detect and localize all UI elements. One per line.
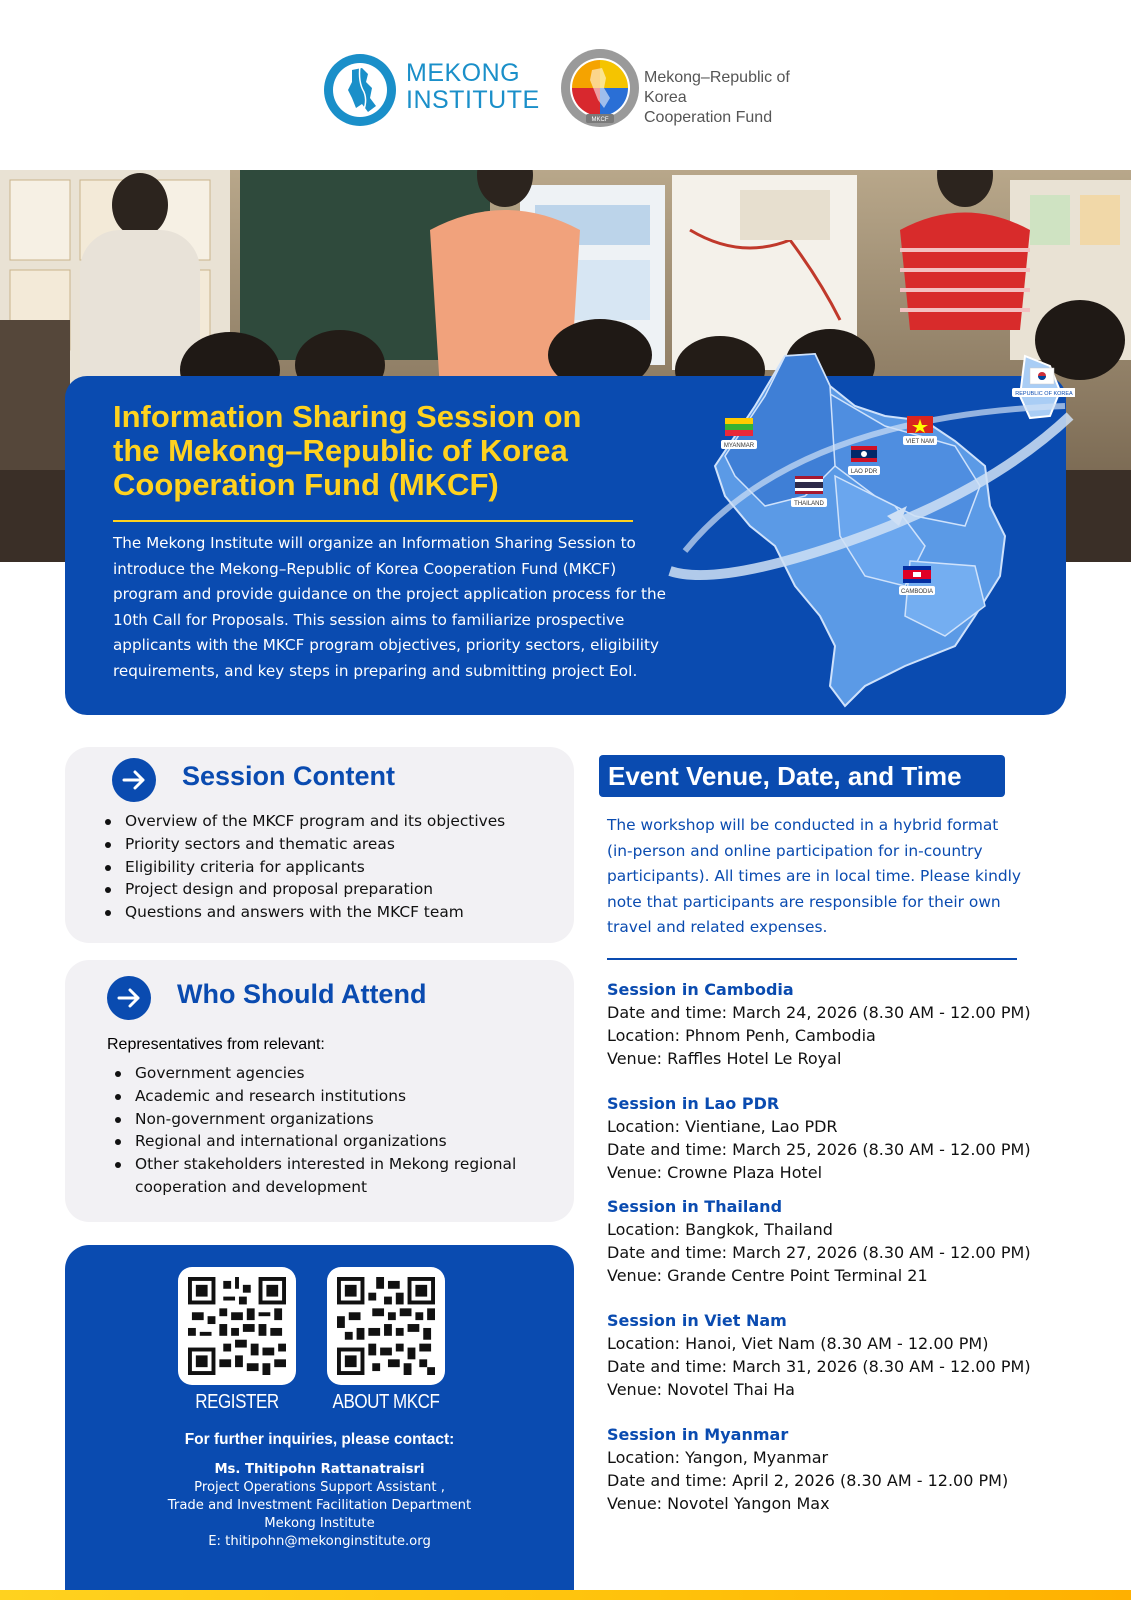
session-content-heading: Session Content: [182, 761, 396, 791]
session-myanmar: [607, 1423, 1037, 1515]
session-line: Date and time: March 31, 2026 (8.30 AM - 12.00 PM): [607, 1357, 1031, 1376]
qr-code-icon: [188, 1277, 286, 1375]
footer-accent-bar: [0, 1590, 1131, 1600]
session-content-list: [103, 810, 505, 924]
hero-divider: [113, 520, 633, 522]
session-line: Location: Bangkok, Thailand: [607, 1220, 833, 1239]
session-line: Date and time: March 27, 2026 (8.30 AM - 12.00 PM): [607, 1243, 1031, 1262]
laos-flag-icon: [848, 446, 880, 475]
session-line: Location: Phnom Penh, Cambodia: [607, 1026, 876, 1045]
session-line: Venue: Raffles Hotel Le Royal: [607, 1049, 842, 1068]
register-qr-code[interactable]: [178, 1267, 296, 1385]
session-line: Venue: Crowne Plaza Hotel: [607, 1163, 823, 1182]
list-item: Non-government organizations: [113, 1108, 533, 1131]
venue-heading: Event Venue, Date, and Time: [599, 755, 1005, 797]
svg-text:THAILAND: THAILAND: [794, 501, 824, 507]
mekong-map: [655, 346, 1075, 716]
session-line: Venue: Novotel Thai Ha: [607, 1380, 795, 1399]
mkcf-name: Mekong–Republic of Korea Cooperation Fund: [644, 69, 790, 126]
contact-name: Ms. Thitipohn Rattanatraisri: [214, 1462, 425, 1477]
contact-email[interactable]: E: thitipohn@mekonginstitute.org: [208, 1534, 431, 1549]
mkcf-seal-icon: [560, 48, 640, 128]
contact-heading: For further inquiries, please contact:: [184, 1431, 455, 1448]
about-mkcf-qr-code[interactable]: [327, 1267, 445, 1385]
session-line: Date and time: March 24, 2026 (8.30 AM - 12.00 PM): [607, 1003, 1031, 1022]
session-line: Date and time: March 25, 2026 (8.30 AM - 12.00 PM): [607, 1140, 1031, 1159]
mekong-map-illustration: [655, 346, 1075, 716]
list-item: Project design and proposal preparation: [103, 878, 505, 901]
session-title: Session in Myanmar: [607, 1425, 789, 1444]
list-item: Overview of the MKCF program and its objectives: [103, 810, 505, 833]
list-item: Eligibility criteria for applicants: [103, 856, 505, 879]
session-title: Session in Viet Nam: [607, 1311, 787, 1330]
thailand-flag-icon: [791, 476, 827, 507]
session-thailand: [607, 1195, 1037, 1287]
session-content-card: [65, 747, 574, 943]
who-should-attend-card: [65, 960, 574, 1222]
venue-divider: [607, 958, 1017, 960]
svg-text:VIET NAM: VIET NAM: [905, 439, 935, 445]
list-item: Academic and research institutions: [113, 1085, 533, 1108]
myanmar-flag-icon: [721, 418, 757, 449]
who-should-attend-heading: Who Should Attend: [177, 979, 427, 1009]
session-viet-nam: [607, 1309, 1037, 1401]
svg-text:MYANMAR: MYANMAR: [723, 443, 755, 449]
contact-card: [65, 1245, 574, 1600]
session-line: Venue: Novotel Yangon Max: [607, 1494, 830, 1513]
list-item: Questions and answers with the MKCF team: [103, 901, 505, 924]
about-mkcf-label: ABOUT MKCF: [332, 1391, 440, 1413]
page-title: Information Sharing Session on the Mekong–Republic of Korea Cooperation Fund (MKCF): [113, 399, 582, 502]
mekong-institute-logo-icon: [322, 52, 398, 128]
session-line: Date and time: April 2, 2026 (8.30 AM - 12.00 PM): [607, 1471, 1009, 1490]
mekong-institute-name: MEKONG INSTITUTE: [406, 59, 540, 114]
svg-text:CAMBODIA: CAMBODIA: [900, 589, 934, 595]
session-title: Session in Thailand: [607, 1197, 783, 1216]
cambodia-flag-icon: [899, 566, 935, 595]
header-logos: [322, 48, 822, 132]
contact-role: Project Operations Support Assistant ,: [194, 1480, 445, 1495]
svg-text:REPUBLIC OF KOREA: REPUBLIC OF KOREA: [1015, 391, 1073, 397]
attend-list: [113, 1062, 533, 1199]
session-cambodia: [607, 978, 1037, 1070]
contact-details: [65, 1461, 574, 1551]
session-line: Location: Hanoi, Viet Nam (8.30 AM - 12.00 PM): [607, 1334, 989, 1353]
register-label: REGISTER: [195, 1391, 279, 1413]
list-item: Regional and international organizations: [113, 1130, 533, 1153]
arrow-right-icon: [107, 976, 151, 1020]
venue-intro: The workshop will be conducted in a hybrid format (in-person and online participation for in-country participants). All times are in local time. Please kindly note that participants are responsible for their own travel and related expenses.: [607, 816, 1021, 937]
contact-department: Trade and Investment Facilitation Department: [167, 1498, 472, 1513]
vietnam-flag-icon: [903, 416, 937, 445]
session-line: Location: Yangon, Myanmar: [607, 1448, 829, 1467]
session-lao-pdr: [607, 1092, 1037, 1184]
session-line: Location: Vientiane, Lao PDR: [607, 1117, 838, 1136]
session-title: Session in Cambodia: [607, 980, 794, 999]
list-item: Priority sectors and thematic areas: [103, 833, 505, 856]
svg-text:LAO PDR: LAO PDR: [850, 469, 878, 475]
contact-org: Mekong Institute: [264, 1516, 375, 1531]
session-title: Session in Lao PDR: [607, 1094, 780, 1113]
session-line: Venue: Grande Centre Point Terminal 21: [607, 1266, 928, 1285]
svg-text:MKCF: MKCF: [591, 117, 609, 123]
hero-card: [65, 376, 1073, 715]
arrow-right-icon: [112, 758, 156, 802]
list-item: Government agencies: [113, 1062, 533, 1085]
list-item: Other stakeholders interested in Mekong regional cooperation and development: [113, 1153, 533, 1199]
qr-code-icon: [337, 1277, 435, 1375]
hero-description: The Mekong Institute will organize an Information Sharing Session to introduce the Mekong–Republic of Korea Cooperation Fund (MKCF) program and provide guidance on the project application process for the 10th Call for Proposals. This session aims to familiarize prospective applicants with the MKCF program objectives, priority sectors, eligibility requirements, and key steps in preparing and submitting project EoI.: [113, 534, 666, 680]
attend-subheading: Representatives from relevant:: [107, 1036, 325, 1053]
